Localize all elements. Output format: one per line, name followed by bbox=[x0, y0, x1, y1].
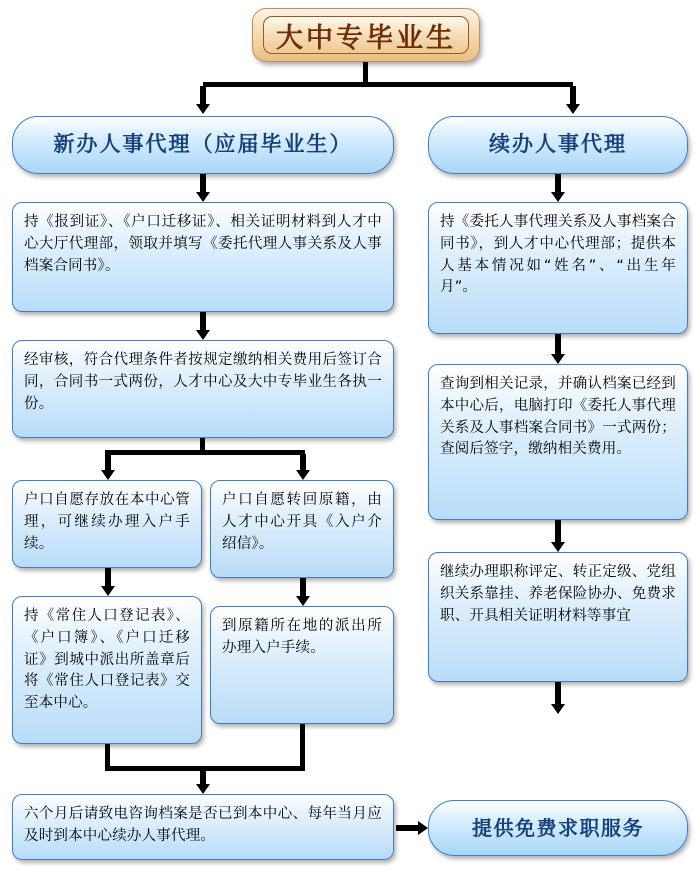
left-branch-a-step-text: 户口自愿存放在本中心管理，可继续办理入户手续。 bbox=[24, 492, 190, 552]
chart-title-banner bbox=[252, 8, 480, 62]
right-column-header[interactable] bbox=[428, 116, 688, 174]
left-column-header-text: 新办人事代理（应届毕业生） bbox=[53, 132, 353, 157]
left-footer-note[interactable] bbox=[12, 794, 394, 860]
title-split-bar bbox=[203, 82, 573, 87]
right-step-1[interactable] bbox=[428, 202, 688, 334]
arrow-left-branch-a bbox=[93, 454, 123, 480]
left-branch-split-bar bbox=[105, 450, 305, 455]
right-step-3[interactable] bbox=[428, 552, 688, 682]
left-branch-a-next-text: 持《常住人口登记表》、《户口簿》、《户口迁移证》到城中派出所盖章后将《常住人口登记表》交至本中心。 bbox=[24, 608, 190, 711]
left-footer-note-text: 六个月后请致电咨询档案是否已到本中心、每年当月应及时到本中心续办人事代理。 bbox=[24, 806, 382, 844]
right-step-1-text: 持《委托人事代理关系及人事档案合同书》，到人才中心代理部；提供本人基本情况如“姓名”、“出生年月”。 bbox=[440, 214, 676, 296]
left-branch-a-step[interactable] bbox=[12, 480, 202, 568]
left-step-1[interactable] bbox=[12, 202, 394, 312]
arrow-left-merge-to-footer bbox=[188, 766, 218, 794]
left-branch-a-next[interactable] bbox=[12, 596, 202, 744]
arrow-right-step2-to-step3 bbox=[543, 520, 573, 552]
arrow-left-step1-to-step2 bbox=[188, 312, 218, 340]
chart-title-text: 大中专毕业生 bbox=[276, 22, 456, 54]
arrow-title-to-right-header bbox=[558, 86, 588, 114]
arrow-title-to-left-header bbox=[188, 86, 218, 114]
arrow-left-header-to-step1 bbox=[188, 174, 218, 202]
arrow-right-step3-to-result bbox=[543, 682, 573, 714]
left-step-1-text: 持《报到证》、《户口迁移证》、相关证明材料到人才中心大厅代理部，领取并填写《委托代理人事关系及人事档案合同书》。 bbox=[24, 214, 382, 274]
right-step-2-text: 查询到相关记录，并确认档案已经到本中心后，电脑打印《委托人事代理关系及人事档案合同书》一式两份；查阅后签字，缴纳相关费用。 bbox=[440, 376, 676, 458]
arrow-branch-a-to-next bbox=[93, 568, 123, 596]
left-branch-b-next-text: 到原籍所在地的派出所办理入户手续。 bbox=[222, 618, 382, 656]
left-column-header[interactable] bbox=[12, 116, 394, 174]
arrow-right-header-to-step1 bbox=[543, 174, 573, 202]
result-node-text: 提供免费求职服务 bbox=[472, 816, 644, 840]
arrow-branch-b-to-next bbox=[288, 578, 318, 606]
right-column-header-text: 续办人事代理 bbox=[489, 132, 627, 157]
left-branch-b-next[interactable] bbox=[210, 606, 394, 724]
arrow-left-branch-b bbox=[288, 454, 318, 480]
arrow-right-step1-to-step2 bbox=[543, 334, 573, 364]
branch-b-merge-line bbox=[300, 724, 305, 770]
left-branch-b-step[interactable] bbox=[210, 480, 394, 578]
arrow-footer-to-result bbox=[396, 814, 428, 842]
left-step-2[interactable] bbox=[12, 340, 394, 438]
title-drop-line bbox=[363, 62, 368, 84]
left-step-2-text: 经审核，符合代理条件者按规定缴纳相关费用后签订合同，合同书一式两份，人才中心及大中专毕业生各执一份。 bbox=[24, 352, 382, 412]
left-branch-b-step-text: 户口自愿转回原籍，由人才中心开具《入户介绍信》。 bbox=[222, 492, 382, 552]
right-step-3-text: 继续办理职称评定、转正定级、党组织关系靠挂、养老保险协办、免费求职、开具相关证明材料等事宜 bbox=[440, 564, 676, 624]
result-node[interactable] bbox=[428, 800, 688, 856]
chart-title-inner bbox=[263, 16, 469, 54]
right-step-2[interactable] bbox=[428, 364, 688, 520]
